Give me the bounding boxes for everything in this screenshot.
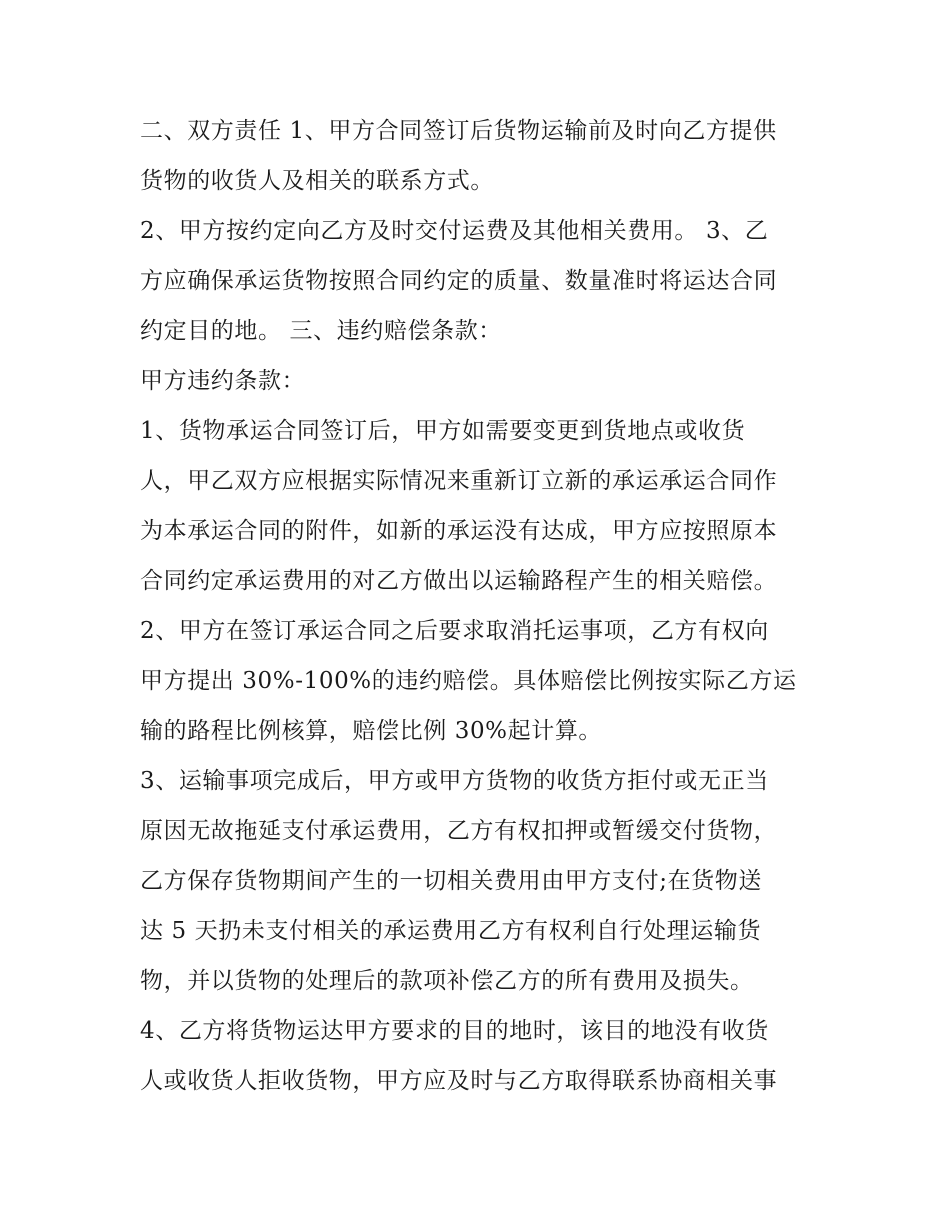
text-line: 乙方保存货物期间产生的一切相关费用由甲方支付;在货物送 (140, 868, 762, 894)
text-line: 人或收货人拒收货物，甲方应及时与乙方取得联系协商相关事 (140, 1068, 778, 1094)
text-line: 货物的收货人及相关的联系方式。 (140, 168, 494, 194)
text-line: 1、货物承运合同签订后，甲方如需要变更到货地点或收货 (140, 418, 746, 444)
text-line: 为本承运合同的附件，如新的承运没有达成，甲方应按照原本 (140, 518, 778, 544)
text-line: 人，甲乙双方应根据实际情况来重新订立新的承运承运合同作 (140, 468, 778, 494)
text-line: 甲方提出 30%-100%的违约赔偿。具体赔偿比例按实际乙方运 (140, 668, 797, 694)
text-line: 方应确保承运货物按照合同约定的质量、数量准时将运达合同 (140, 268, 778, 294)
text-line: 原因无故拖延支付承运费用，乙方有权扣押或暂缓交付货物， (140, 818, 778, 844)
text-line: 4、乙方将货物运达甲方要求的目的地时，该目的地没有收货 (140, 1018, 769, 1044)
document-body (140, 106, 830, 1106)
text-line: 合同约定承运费用的对乙方做出以运输路程产生的相关赔偿。 (140, 568, 778, 594)
text-line: 物，并以货物的处理后的款项补偿乙方的所有费用及损失。 (140, 968, 754, 994)
text-line: 3、运输事项完成后，甲方或甲方货物的收货方拒付或无正当 (140, 768, 769, 794)
text-line: 达 5 天扔未支付相关的承运费用乙方有权利自行处理运输货 (140, 918, 762, 944)
text-line: 2、甲方按约定向乙方及时交付运费及其他相关费用。 3、乙 (140, 218, 769, 244)
text-line: 甲方违约条款： (140, 368, 306, 394)
text-line: 约定目的地。 三、违约赔偿条款： (140, 318, 502, 344)
text-line: 二、双方责任 1、甲方合同签订后货物运输前及时向乙方提供 (140, 118, 777, 144)
text-line: 输的路程比例核算，赔偿比例 30%起计算。 (140, 718, 603, 744)
text-line: 2、甲方在签订承运合同之后要求取消托运事项，乙方有权向 (140, 618, 769, 644)
